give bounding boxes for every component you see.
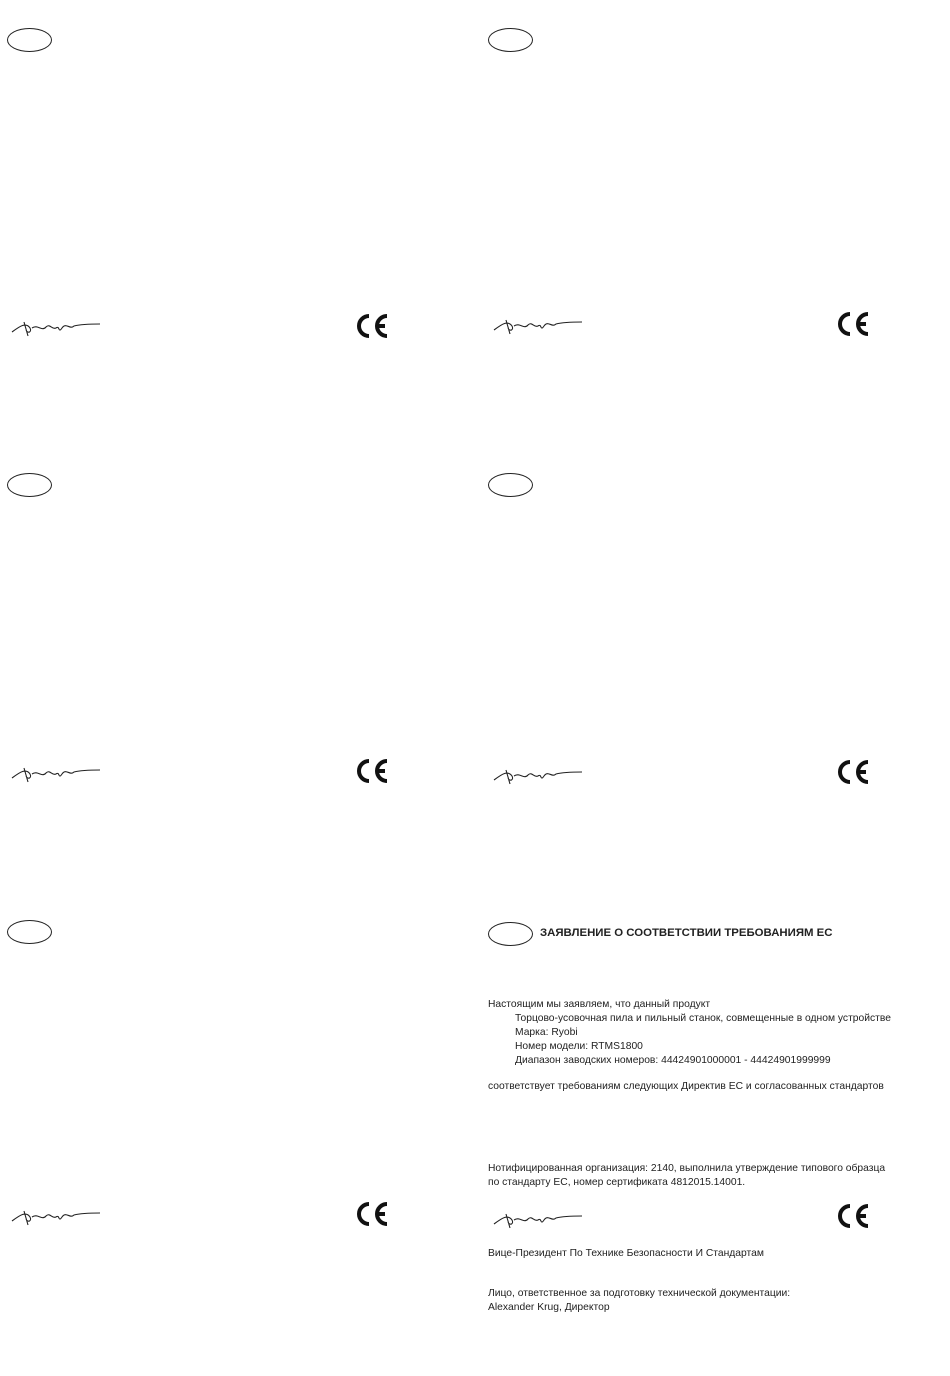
- ce-mark-icon: [835, 310, 873, 338]
- ce-mark-icon: [835, 1202, 873, 1230]
- ce-mark-icon: [354, 312, 392, 340]
- product-brand: Марка: Ryobi: [515, 1027, 578, 1038]
- product-details: [488, 1012, 891, 1068]
- tech-doc-line: Лицо, ответственное за подготовку технической документации:: [488, 1288, 791, 1299]
- declaration-block-2: [475, 0, 950, 445]
- conformity-statement: соответствует требованиям следующих Директив ЕС и согласованных стандартов: [488, 1081, 884, 1092]
- signature-icon: [492, 1208, 584, 1230]
- signature-icon: [10, 316, 102, 338]
- notified-body-line: Нотифицированная организация: 2140, выполнила утверждение типового образца: [488, 1163, 886, 1174]
- tech-doc-line: Alexander Krug, Директор: [488, 1302, 610, 1313]
- product-model: Номер модели: RTMS1800: [515, 1041, 643, 1052]
- signature-icon: [492, 764, 584, 786]
- declaration-intro: Настоящим мы заявляем, что данный продукт: [488, 999, 711, 1010]
- declaration-block-1: [0, 0, 475, 445]
- language-oval-icon: [488, 473, 533, 497]
- notified-body-line: по стандарту ЕС, номер сертификата 4812015.14001.: [488, 1177, 746, 1188]
- technical-documentation: [488, 1287, 790, 1315]
- product-description: Торцово-усовочная пила и пильный станок, совмещенные в одном устройстве: [515, 1013, 891, 1024]
- ce-mark-icon: [354, 757, 392, 785]
- signatory-title: Вице-Президент По Технике Безопасности И Стандартам: [488, 1248, 764, 1259]
- declaration-heading: ЗАЯВЛЕНИЕ О СООТВЕТСТВИИ ТРЕБОВАНИЯМ ЕС: [540, 927, 833, 939]
- notified-body: [488, 1162, 885, 1190]
- language-oval-icon: [7, 920, 52, 944]
- signature-icon: [10, 762, 102, 784]
- declaration-block-4: [475, 445, 950, 890]
- signature-icon: [492, 314, 584, 336]
- ce-mark-icon: [835, 758, 873, 786]
- ce-mark-icon: [354, 1200, 392, 1228]
- declaration-block-3: [0, 445, 475, 890]
- language-oval-icon: [7, 473, 52, 497]
- language-oval-icon: [7, 28, 52, 52]
- serial-range: Диапазон заводских номеров: 44424901000001 - 44424901999999: [515, 1055, 831, 1066]
- language-oval-icon: [488, 28, 533, 52]
- declaration-block-5: [0, 890, 475, 1335]
- signature-icon: [10, 1205, 102, 1227]
- language-oval-icon: [488, 922, 533, 946]
